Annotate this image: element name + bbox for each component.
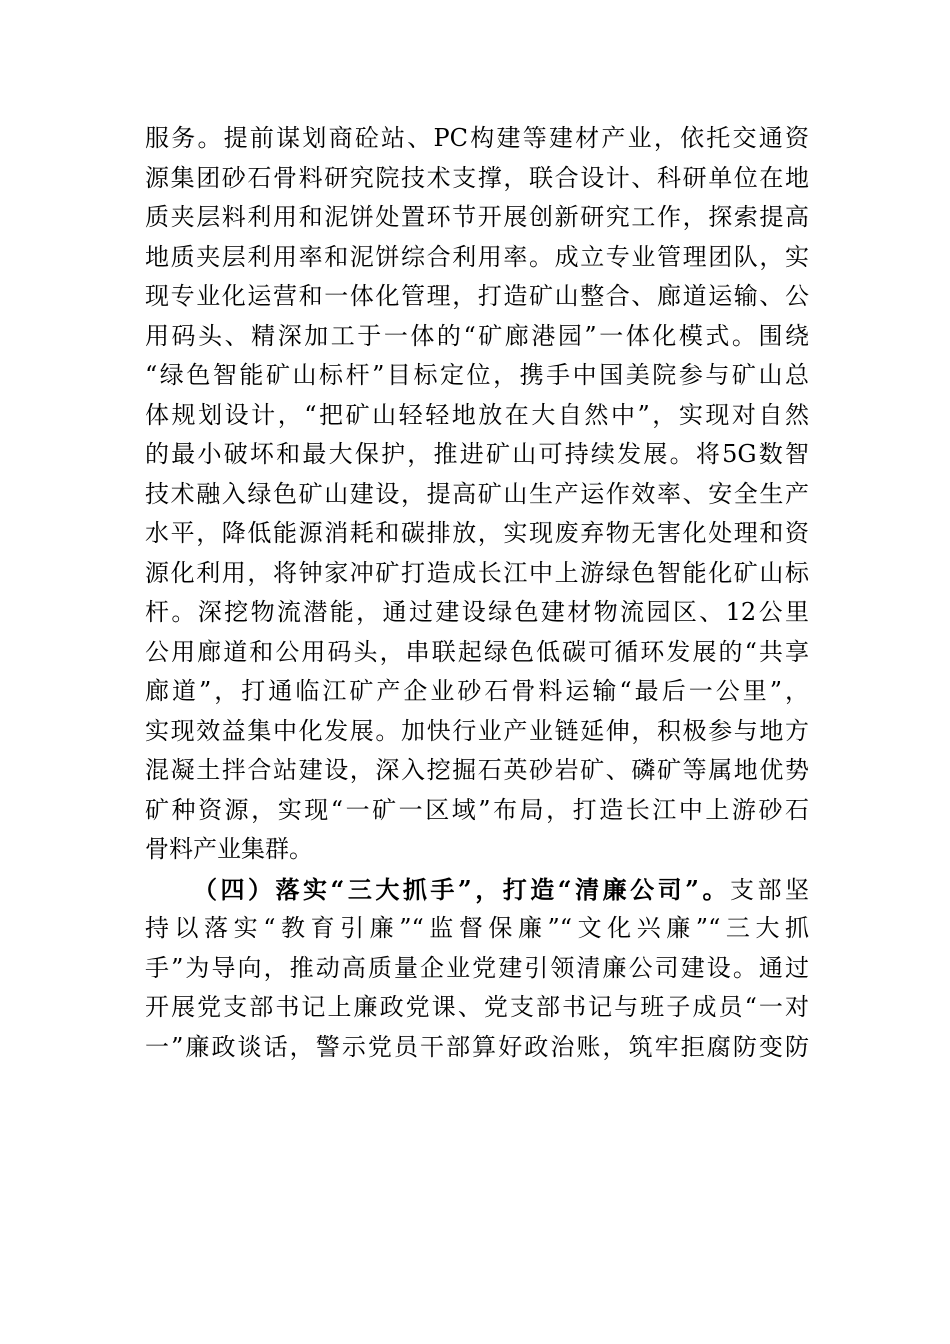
text-line: 开展党支部书记上廉政党课、党支部书记与班子成员“一对 — [145, 993, 809, 1021]
text-line: “绿色智能矿山标杆”目标定位，携手中国美院参与矿山总 — [145, 361, 809, 389]
text-line: 技术融入绿色矿山建设，提高矿山生产运作效率、安全生产 — [145, 479, 809, 508]
text-line: 的最小破坏和最大保护，推进矿山可持续发展。将5G数智 — [145, 440, 809, 468]
text-line: 现专业化运营和一体化管理，打造矿山整合、廊道运输、公 — [145, 282, 809, 310]
section-heading: （四）落实“三大抓手”，打造“清廉公司”。 — [193, 874, 730, 904]
text-line: 矿种资源，实现“一矿一区域”布局，打造长江中上游砂石 — [145, 795, 809, 824]
heading-line-rest: 支部坚 — [729, 875, 810, 904]
text-line: 骨料产业集群。 — [145, 835, 313, 863]
text-line: 一”廉政谈话，警示党员干部算好政治账，筑牢拒腐防变防 — [145, 1032, 809, 1061]
text-line: 水平，降低能源消耗和碳排放，实现废弃物无害化处理和资 — [145, 519, 809, 547]
text-line: 用码头、精深加工于一体的“矿廊港园”一体化模式。围绕 — [145, 321, 809, 350]
paragraph-2 — [145, 870, 809, 1068]
text-line: 实现效益集中化发展。加快行业产业链延伸，积极参与地方 — [145, 716, 809, 745]
text-line: 公用廊道和公用码头，串联起绿色低碳可循环发展的“共享 — [145, 637, 809, 666]
section-heading-line — [145, 870, 809, 910]
text-line: 体规划设计，“把矿山轻轻地放在大自然中”，实现对自然 — [145, 400, 809, 429]
text-line: 廊道”，打通临江矿产企业砂石骨料运输“最后一公里”， — [145, 677, 809, 705]
text-line: 源化利用，将钟家冲矿打造成长江中上游绿色智能化矿山标 — [145, 558, 809, 587]
text-line: 混凝土拌合站建设，深入挖掘石英砂岩矿、磷矿等属地优势 — [145, 756, 809, 784]
text-line: 服务。提前谋划商砼站、PC构建等建材产业，依托交通资 — [145, 124, 809, 152]
text-line: 质夹层料利用和泥饼处置环节开展创新研究工作，探索提高 — [145, 203, 809, 231]
text-line: 杆。深挖物流潜能，通过建设绿色建材物流园区、12公里 — [145, 598, 809, 626]
text-line: 地质夹层利用率和泥饼综合利用率。成立专业管理团队，实 — [145, 242, 809, 271]
text-line: 持以落实“教育引廉”“监督保廉”“文化兴廉”“三大抓 — [145, 914, 809, 942]
text-line: 源集团砂石骨料研究院技术支撑，联合设计、科研单位在地 — [145, 163, 809, 192]
paragraph-1 — [145, 119, 809, 870]
body-text — [145, 119, 809, 1067]
text-line: 手”为导向，推动高质量企业党建引领清廉公司建设。通过 — [145, 953, 809, 982]
